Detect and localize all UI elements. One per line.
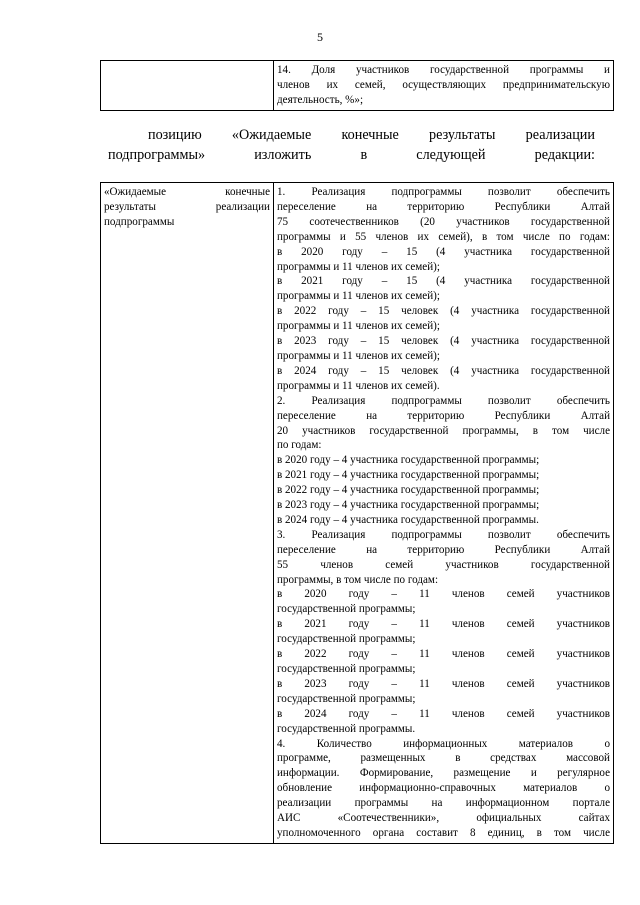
text-line: программе, размещенных в средствах массовой (277, 752, 610, 765)
right-cell (274, 61, 614, 111)
text-line: 4. Количество информационных материалов о (277, 737, 610, 750)
text-line: программы и 11 членов их семей); (277, 320, 440, 333)
text-line: программы и 11 членов их семей); (277, 260, 440, 273)
right-cell-text (277, 63, 610, 108)
text-line: государственной программы; (277, 603, 416, 616)
text-line: 3. Реализация подпрограммы позволит обеспечить (277, 528, 610, 541)
text-line: позицию «Ожидаемые конечные результаты реализации (148, 127, 595, 143)
text-line: 2. Реализация подпрограммы позволит обеспечить (277, 394, 610, 407)
text-line: государственной программы; (277, 692, 416, 705)
text-line: государственной программы. (277, 722, 416, 735)
text-line: в 2023 году – 15 человек (4 участника государственной (277, 335, 610, 348)
text-line: в 2022 году – 15 человек (4 участника государственной (277, 305, 610, 318)
text-line: реализации программы на информационном портале (277, 797, 610, 810)
text-line: переселение на территорию Республики Алтай (277, 543, 610, 556)
text-line: в 2022 году – 4 участника государственной программы; (277, 484, 540, 497)
text-line: в 2023 году – 11 членов семей участников (277, 677, 610, 690)
text-line: по годам: (277, 439, 322, 452)
text-line: 14. Доля участников государственной программы и (277, 64, 610, 76)
text-line: государственной программы; (277, 633, 416, 646)
text-line: программы, в том числе по годам: (277, 573, 439, 586)
expected-results-table (100, 182, 614, 844)
text-line: в 2024 году – 4 участника государственной программы. (277, 513, 539, 526)
table-row (101, 61, 614, 111)
text-line: в 2022 году – 11 членов семей участников (277, 648, 610, 661)
text-line: подпрограммы» изложить в следующей редакции: (108, 147, 595, 163)
text-line: в 2020 году – 4 участника государственной программы; (277, 454, 540, 467)
text-line: в 2021 году – 15 (4 участника государственной (277, 275, 610, 288)
text-line: уполномоченного органа составит 8 единиц, в том числе (277, 826, 610, 839)
previous-row-table (100, 60, 614, 111)
row-heading-cell (101, 183, 274, 844)
left-cell-empty (101, 61, 274, 111)
text-line: в 2021 году – 4 участника государственной программы; (277, 469, 540, 482)
text-line: подпрограммы (104, 215, 175, 228)
amendment-instruction (108, 125, 595, 165)
text-line: 20 участников государственной программы, в том числе (277, 424, 610, 437)
text-line: членов их семей, осуществляющих предпринимательскую (277, 78, 610, 91)
text-line: государственной программы; (277, 663, 416, 675)
text-line: АИС «Соотечественники», официальных сайтах (277, 812, 610, 825)
results-cell (274, 183, 614, 844)
page-number: 5 (317, 30, 323, 44)
text-line: 1. Реализация подпрограммы позволит обеспечить (277, 186, 610, 198)
text-line: результаты реализации (104, 200, 270, 213)
text-line: в 2024 году – 15 человек (4 участника государственной (277, 364, 610, 377)
text-line: программы и 55 членов их семей), в том числе по годам: (277, 230, 610, 243)
text-line: 75 соотечественников (20 участников государственной (277, 215, 610, 228)
text-line: в 2024 году – 11 членов семей участников (277, 707, 610, 720)
text-line: 55 членов семей участников государственной (277, 558, 610, 571)
text-line: переселение на территорию Республики Алтай (277, 409, 610, 422)
text-line: «Ожидаемые конечные (104, 186, 270, 198)
text-line: обновление информационно-справочных материалов о (277, 782, 610, 795)
text-line: переселение на территорию Республики Алтай (277, 200, 610, 213)
text-line: информации. Формирование, размещение и регулярное (277, 767, 610, 780)
text-line: в 2020 году – 11 членов семей участников (277, 588, 610, 601)
text-line: программы и 11 членов их семей). (277, 379, 440, 392)
text-line: программы и 11 членов их семей); (277, 349, 440, 362)
row-heading-text (104, 185, 270, 230)
results-text (277, 185, 610, 841)
text-line: в 2020 году – 15 (4 участника государственной (277, 245, 610, 258)
text-line: программы и 11 членов их семей); (277, 290, 440, 303)
text-line: в 2023 году – 4 участника государственной программы; (277, 499, 540, 512)
table-row (101, 183, 614, 844)
text-line: в 2021 году – 11 членов семей участников (277, 618, 610, 631)
text-line: деятельность, %»; (277, 93, 364, 106)
